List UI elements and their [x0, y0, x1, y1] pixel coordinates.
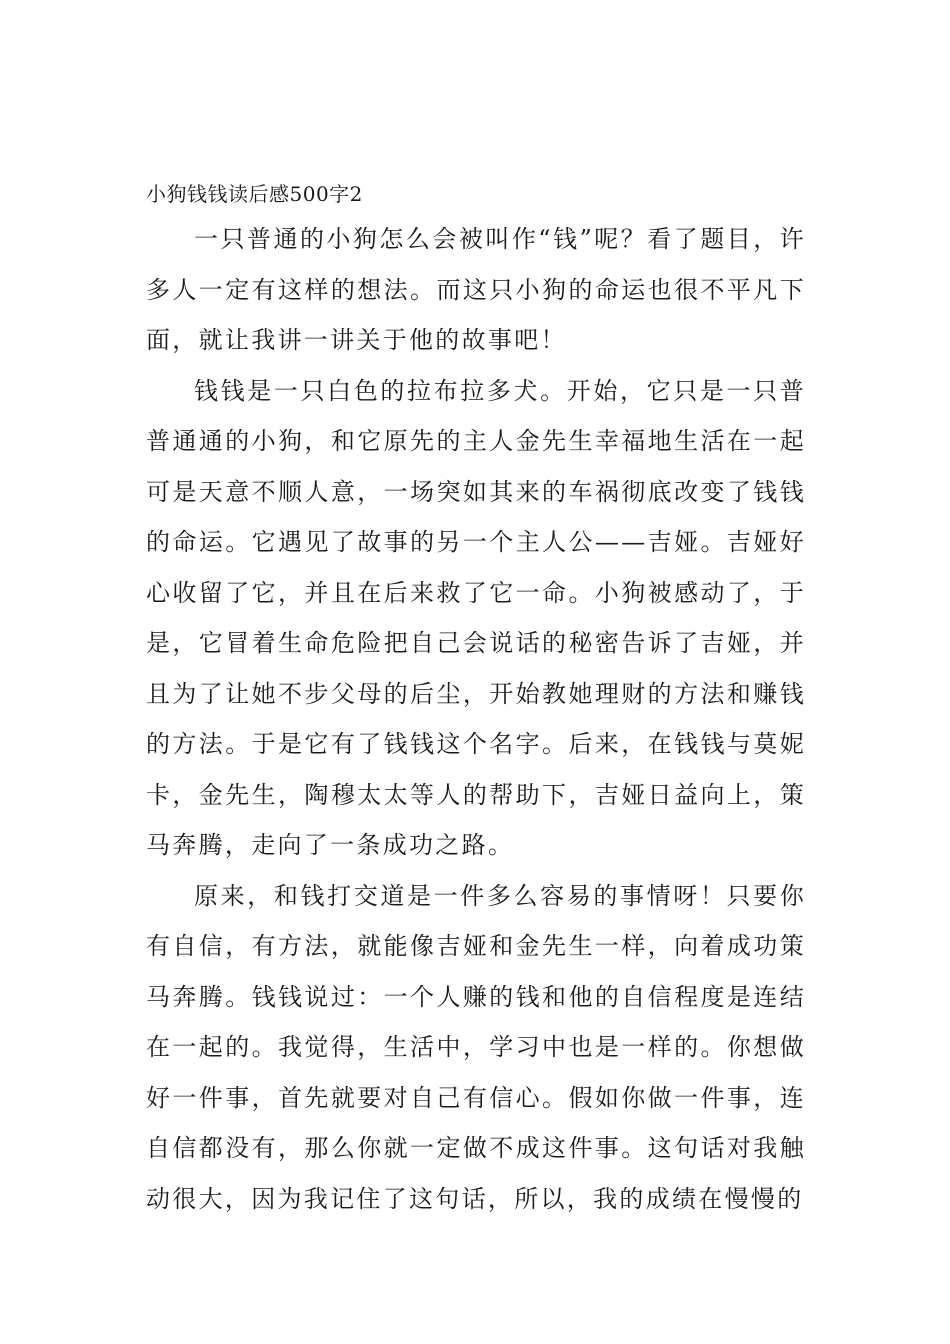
paragraph-3: 原来，和钱打交道是一件多么容易的事情呀！只要你有自信，有方法，就能像吉娅和金先生一样，向着成功策马奔腾。钱钱说过：一个人赚的钱和他的自信程度是连结在一起的。我觉得，生活中，学习中也是一样的。你想做好一件事，首先就要对自己有信心。假如你做一件事，连自信都没有，那么你就一定做不成这件事。这句话对我触动很大，因为我记住了这句话，所以，我的成绩在慢慢的	[146, 881, 806, 1213]
document-body	[146, 174, 806, 1224]
paragraph-2: 钱钱是一只白色的拉布拉多犬。开始，它只是一只普普通通的小狗，和它原先的主人金先生幸福地生活在一起可是天意不顺人意，一场突如其来的车祸彻底改变了钱钱的命运。它遇见了故事的另一个主人公——吉娅。吉娅好心收留了它，并且在后来救了它一命。小狗被感动了，于是，它冒着生命危险把自己会说话的秘密告诉了吉娅，并且为了让她不步父母的后尘，开始教她理财的方法和赚钱的方法。于是它有了钱钱这个名字。后来，在钱钱与莫妮卡，金先生，陶穆太太等人的帮助下，吉娅日益向上，策马奔腾，走向了一条成功之路。	[146, 376, 806, 859]
document-title: 小狗钱钱读后感500字2	[146, 182, 363, 206]
paragraph-1: 一只普通的小狗怎么会被叫作“钱”呢？看了题目，许多人一定有这样的想法。而这只小狗的命运也很不平凡下面，就让我讲一讲关于他的故事吧！	[146, 225, 806, 354]
